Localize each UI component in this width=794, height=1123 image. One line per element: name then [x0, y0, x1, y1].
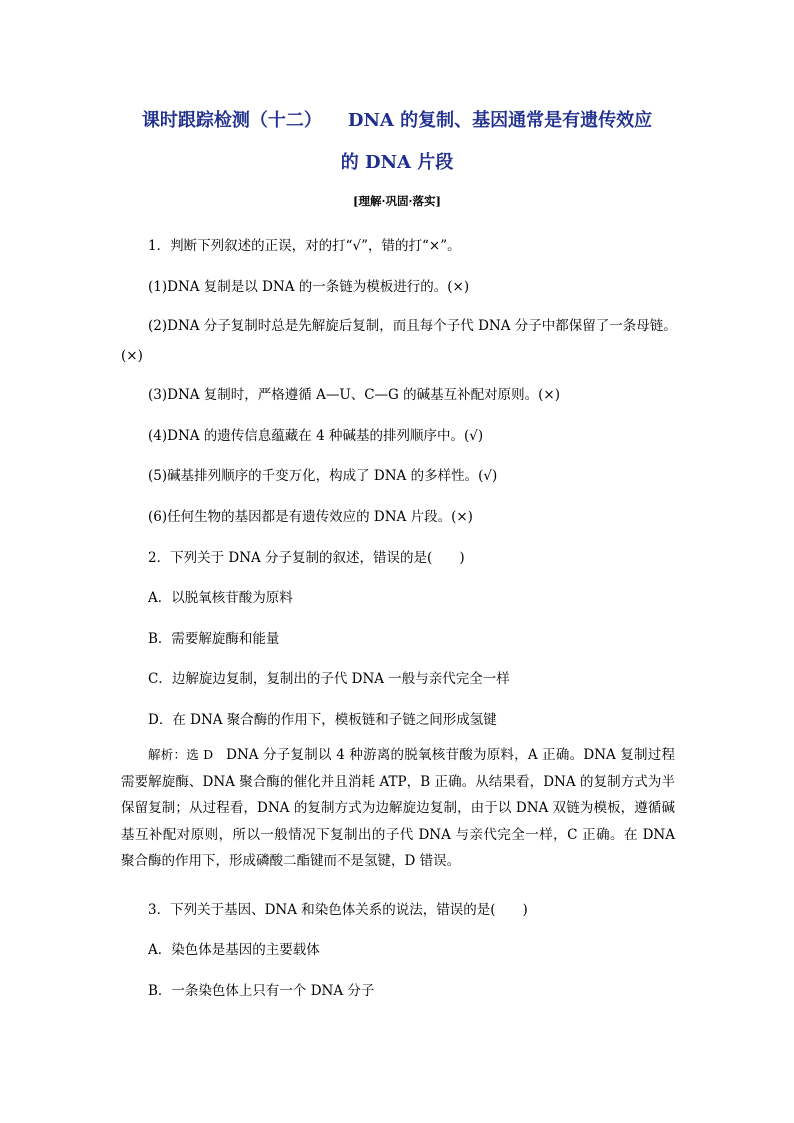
- question-1-item-4: (4)DNA 的遗传信息蕴藏在 4 种碱基的排列顺序中。(√): [148, 428, 484, 444]
- question-1-item-1: (1)DNA 复制是以 DNA 的一条链为模板进行的。(×): [148, 279, 470, 295]
- page-title-line-2: 的 DNA 片段: [340, 152, 454, 173]
- section-label: [理解·巩固·落实]: [353, 194, 441, 208]
- question-2-analysis: [121, 742, 675, 875]
- question-2-option-c: C．边解旋边复制，复制出的子代 DNA 一般与亲代完全一样: [148, 671, 510, 687]
- title-part-1: 课时跟踪检测（十二）: [141, 110, 322, 131]
- question-2-option-d: D．在 DNA 聚合酶的作用下，模板链和子链之间形成氢键: [148, 712, 497, 728]
- question-1-item-3: (3)DNA 复制时，严格遵循 A—U、C—G 的碱基互补配对原则。(×): [148, 387, 560, 403]
- question-3-stem: 3．下列关于基因、DNA 和染色体关系的说法，错误的是( ): [148, 902, 528, 918]
- question-1-item-2: (2)DNA 分子复制时总是先解旋后复制，而且每个子代 DNA 分子中都保留了一条母链。(×): [121, 318, 677, 364]
- question-3-option-b: B．一条染色体上只有一个 DNA 分子: [148, 983, 375, 999]
- question-1-stem: 1．判断下列叙述的正误，对的打“√”，错的打“×”。: [148, 238, 461, 254]
- analysis-lead: 解析：选 D: [148, 747, 227, 762]
- question-2-option-b: B．需要解旋酶和能量: [148, 631, 280, 647]
- question-1-item-6: (6)任何生物的基因都是有遗传效应的 DNA 片段。(×): [148, 509, 473, 525]
- question-1-item-5: (5)碱基排列顺序的千变万化，构成了 DNA 的多样性。(√): [148, 468, 498, 484]
- question-2-stem: 2．下列关于 DNA 分子复制的叙述，错误的是( ): [148, 550, 465, 566]
- question-2-option-a: A．以脱氧核苷酸为原料: [148, 590, 293, 606]
- analysis-body: DNA 分子复制以 4 种游离的脱氧核苷酸为原料，A 正确。DNA 复制过程需要解旋酶、DNA 聚合酶的催化并且消耗 ATP，B 正确。从结果看，DNA 的复制方式为半保留复制；从过程看，DNA 的复制方式为边解旋边复制，由于以 DNA 双链为模板，遵循碱基互补配对原则，所以一般情况下复制出的子代 DNA 与亲代完全一样，C 正确。在 DNA 聚合酶的作用下，形成磷酸二酯键而不是氢键，D 错误。: [121, 747, 675, 869]
- page-title-line-1: [0, 106, 794, 132]
- title-part-2: DNA 的复制、基因通常是有遗传效应: [347, 110, 653, 131]
- question-3-option-a: A．染色体是基因的主要载体: [148, 942, 320, 958]
